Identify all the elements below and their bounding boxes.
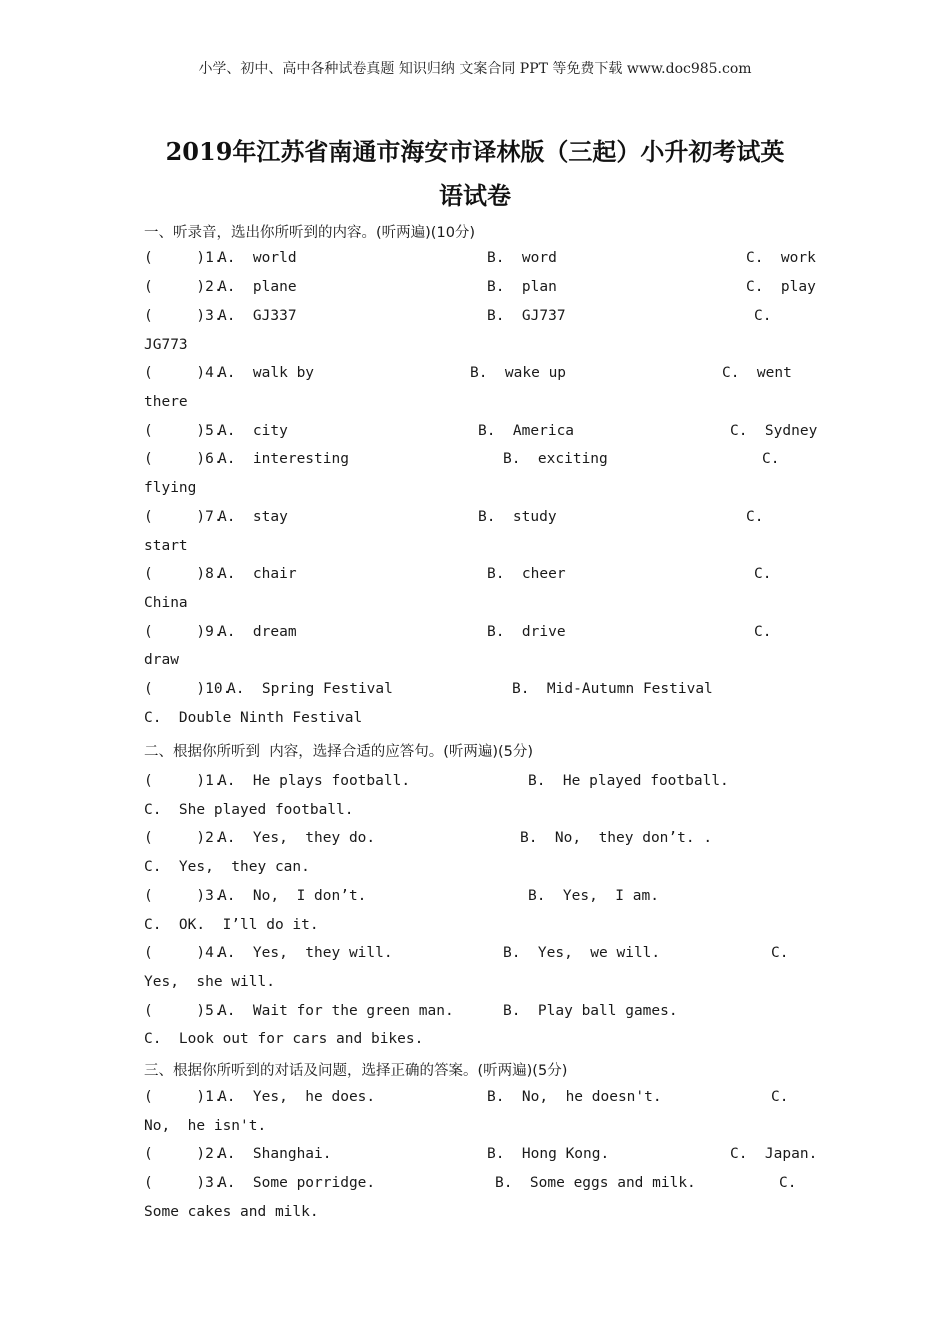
s1-q3-option-b: B. GJ737 — [487, 308, 566, 324]
s3-q2-option-a: A. Shanghai. — [218, 1146, 332, 1162]
s3-q2-option-c: C. Japan. — [730, 1146, 818, 1162]
s1-q2-option-c: C. play — [746, 279, 816, 295]
s1-q6-option-c-text: flying — [144, 480, 197, 496]
s3-q1-option-c: C. — [771, 1089, 789, 1105]
s1-q3-option-c-text: JG773 — [144, 337, 188, 353]
section-2-heading: 二、根据你所听到 内容，选择合适的应答句。(听两遍)(5分) — [144, 744, 534, 760]
s1-q7-option-a: A. stay — [218, 509, 288, 525]
s1-q6-number: ( )6. — [144, 451, 223, 467]
s1-q3-number: ( )3. — [144, 308, 223, 324]
s2-q2-number: ( )2. — [144, 830, 223, 846]
s3-q1-option-b: B. No, he doesn't. — [487, 1089, 662, 1105]
s1-q9-option-a: A. dream — [218, 624, 297, 640]
s1-q5-option-b: B. America — [478, 423, 575, 439]
s1-q2-option-b: B. plan — [487, 279, 557, 295]
s1-q9-number: ( )9. — [144, 624, 223, 640]
s1-q6-option-a: A. interesting — [218, 451, 349, 467]
s3-q3-option-b: B. Some eggs and milk. — [495, 1175, 696, 1191]
s1-q2-number: ( )2. — [144, 279, 223, 295]
s1-q4-number: ( )4. — [144, 365, 223, 381]
s2-q1-option-c: C. She played football. — [144, 802, 354, 818]
s1-q3-option-a: A. GJ337 — [218, 308, 297, 324]
s3-q3-option-a: A. Some porridge. — [218, 1175, 376, 1191]
s1-q8-option-c: C. — [754, 566, 772, 582]
s3-q1-option-a: A. Yes, he does. — [218, 1089, 376, 1105]
section-3-heading: 三、根据你所听到的对话及问题，选择正确的答案。(听两遍)(5分) — [144, 1063, 568, 1079]
s3-q3-option-c-text: Some cakes and milk. — [144, 1204, 319, 1220]
s2-q4-option-c: C. — [771, 945, 789, 961]
s2-q4-option-a: A. Yes, they will. — [218, 945, 393, 961]
s1-q1-number: ( )1. — [144, 250, 223, 266]
s2-q2-option-c: C. Yes, they can. — [144, 859, 310, 875]
s1-q10-option-b: B. Mid-Autumn Festival — [512, 681, 713, 697]
s1-q4-option-a: A. walk by — [218, 365, 315, 381]
s1-q10-option-c: C. Double Ninth Festival — [144, 710, 363, 726]
s1-q9-option-b: B. drive — [487, 624, 566, 640]
s1-q9-option-c: C. — [754, 624, 772, 640]
s1-q5-option-c: C. Sydney — [730, 423, 818, 439]
s1-q9-option-c-text: draw — [144, 652, 179, 668]
s3-q3-number: ( )3. — [144, 1175, 223, 1191]
s1-q5-option-a: A. city — [218, 423, 288, 439]
s1-q7-option-c: C. — [746, 509, 764, 525]
section-1-heading: 一、听录音，选出你所听到的内容。(听两遍)(10分) — [144, 225, 476, 241]
s1-q8-number: ( )8. — [144, 566, 223, 582]
s2-q3-option-b: B. Yes, I am. — [528, 888, 659, 904]
s1-q1-option-b: B. word — [487, 250, 557, 266]
s1-q7-option-c-text: start — [144, 538, 188, 554]
page-header: 小学、初中、高中各种试卷真题 知识归纳 文案合同 PPT 等免费下载 www.doc985.com — [198, 61, 752, 77]
s2-q5-option-c: C. Look out for cars and bikes. — [144, 1031, 424, 1047]
s2-q1-number: ( )1. — [144, 773, 223, 789]
s2-q4-option-c-text: Yes, she will. — [144, 974, 275, 990]
s1-q8-option-b: B. cheer — [487, 566, 566, 582]
s3-q2-option-b: B. Hong Kong. — [487, 1146, 610, 1162]
s2-q4-option-b: B. Yes, we will. — [503, 945, 661, 961]
s1-q8-option-a: A. chair — [218, 566, 297, 582]
s2-q5-option-a: A. Wait for the green man. — [218, 1003, 454, 1019]
exam-title-line2: 语试卷 — [439, 181, 511, 210]
s3-q2-number: ( )2. — [144, 1146, 223, 1162]
s2-q3-option-c: C. OK. I’ll do it. — [144, 917, 319, 933]
s1-q1-option-c: C. work — [746, 250, 816, 266]
s1-q4-option-c: C. went — [722, 365, 792, 381]
s1-q1-option-a: A. world — [218, 250, 297, 266]
s3-q3-option-c: C. — [779, 1175, 797, 1191]
exam-title-line1: 2019年江苏省南通市海安市译林版（三起）小升初考试英 — [165, 137, 785, 166]
s1-q10-number: ( )10. — [144, 681, 232, 697]
s2-q3-option-a: A. No, I don’t. — [218, 888, 367, 904]
s1-q5-number: ( )5. — [144, 423, 223, 439]
s1-q8-option-c-text: China — [144, 595, 188, 611]
s2-q1-option-a: A. He plays football. — [218, 773, 411, 789]
s1-q4-option-b: B. wake up — [470, 365, 567, 381]
s1-q3-option-c: C. — [754, 308, 772, 324]
s1-q7-number: ( )7. — [144, 509, 223, 525]
s3-q1-number: ( )1. — [144, 1089, 223, 1105]
s3-q1-option-c-text: No, he isn't. — [144, 1118, 267, 1134]
s2-q2-option-a: A. Yes, they do. — [218, 830, 376, 846]
s2-q5-number: ( )5. — [144, 1003, 223, 1019]
s2-q5-option-b: B. Play ball games. — [503, 1003, 678, 1019]
s2-q4-number: ( )4. — [144, 945, 223, 961]
s2-q1-option-b: B. He played football. — [528, 773, 729, 789]
s1-q7-option-b: B. study — [478, 509, 557, 525]
s1-q4-option-c-wrap: there — [144, 394, 188, 410]
s1-q10-option-a: A. Spring Festival — [227, 681, 393, 697]
s1-q6-option-c: C. — [762, 451, 780, 467]
s2-q2-option-b: B. No, they don’t. . — [520, 830, 713, 846]
s1-q6-option-b: B. exciting — [503, 451, 608, 467]
s2-q3-number: ( )3. — [144, 888, 223, 904]
s1-q2-option-a: A. plane — [218, 279, 297, 295]
